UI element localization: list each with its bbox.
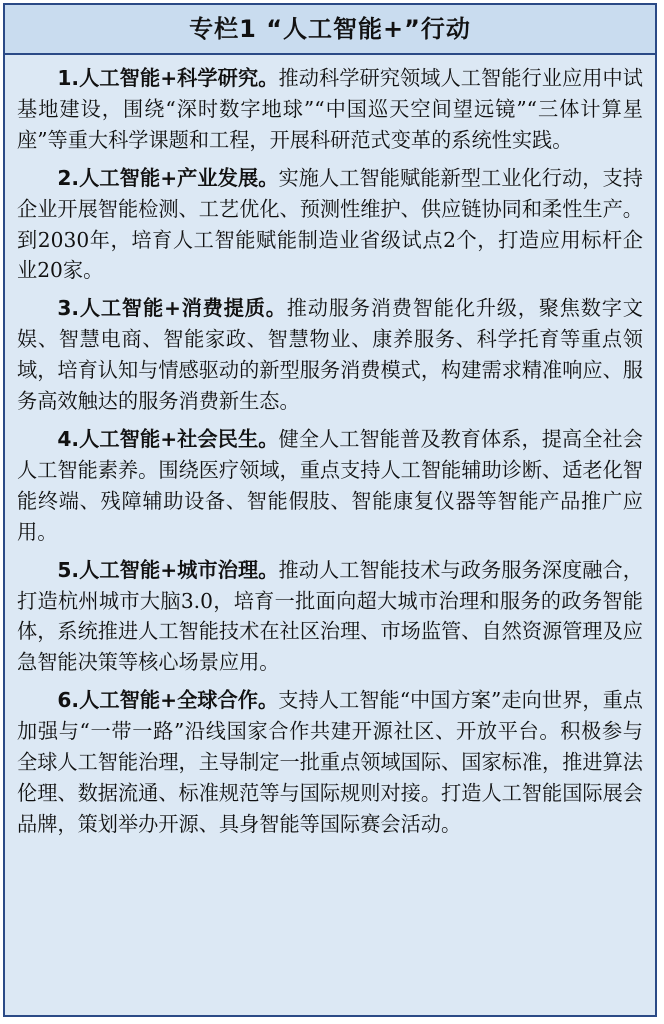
item-heading: 6.人工智能+全球合作。 [57, 688, 279, 713]
item-consumption-upgrade [17, 293, 643, 417]
item-industry-development [17, 163, 643, 287]
item-heading: 4.人工智能+社会民生。 [57, 426, 279, 451]
column-body [5, 55, 655, 840]
item-text: 推动服务消费智能化升级，聚焦数字文娱、智慧电商、智能家政、智慧物业、康养服务、科学托育等重点领域，培育认知与情感驱动的新型服务消费模式，构建需求精准响应、服务高效触达的服务消费新生态。 [17, 296, 643, 414]
item-text: 推动人工智能技术与政务服务深度融合，打造杭州城市大脑3.0，培育一批面向超大城市治理和服务的政务智能体，系统推进人工智能技术在社区治理、市场监管、自然资源管理及应急智能决策等核心场景应用。 [17, 557, 643, 675]
item-global-cooperation [17, 685, 643, 840]
item-social-livelihood [17, 424, 643, 548]
item-text: 健全人工智能普及教育体系，提高全社会人工智能素养。围绕医疗领域，重点支持人工智能辅助诊断、适老化智能终端、残障辅助设备、智能假肢、智能康复仪器等智能产品推广应用。 [17, 426, 643, 544]
item-heading: 3.人工智能+消费提质。 [57, 296, 287, 321]
item-heading: 5.人工智能+城市治理。 [57, 557, 279, 582]
item-text: 推动科学研究领域人工智能行业应用中试基地建设，围绕“深时数字地球”“中国巡天空间望远镜”“三体计算星座”等重大科学课题和工程，开展科研范式变革的系统性实践。 [17, 66, 643, 152]
column-title: 专栏1 “人工智能+”行动 [5, 5, 655, 55]
item-urban-governance [17, 555, 643, 679]
item-science-research [17, 63, 643, 156]
item-heading: 2.人工智能+产业发展。 [57, 165, 279, 190]
item-heading: 1.人工智能+科学研究。 [57, 66, 279, 90]
column-box [3, 3, 657, 1017]
item-text: 实施人工智能赋能新型工业化行动，支持企业开展智能检测、工艺优化、预测性维护、供应链协同和柔性生产。到2030年，培育人工智能赋能制造业省级试点2个，打造应用标杆企业20家。 [17, 165, 643, 283]
item-text: 支持人工智能“中国方案”走向世界，重点加强与“一带一路”沿线国家合作共建开源社区、开放平台。积极参与全球人工智能治理，主导制定一批重点领域国际、国家标准，推进算法伦理、数据流通、标准规范等与国际规则对接。打造人工智能国际展会品牌，策划举办开源、具身智能等国际赛会活动。 [17, 688, 643, 836]
